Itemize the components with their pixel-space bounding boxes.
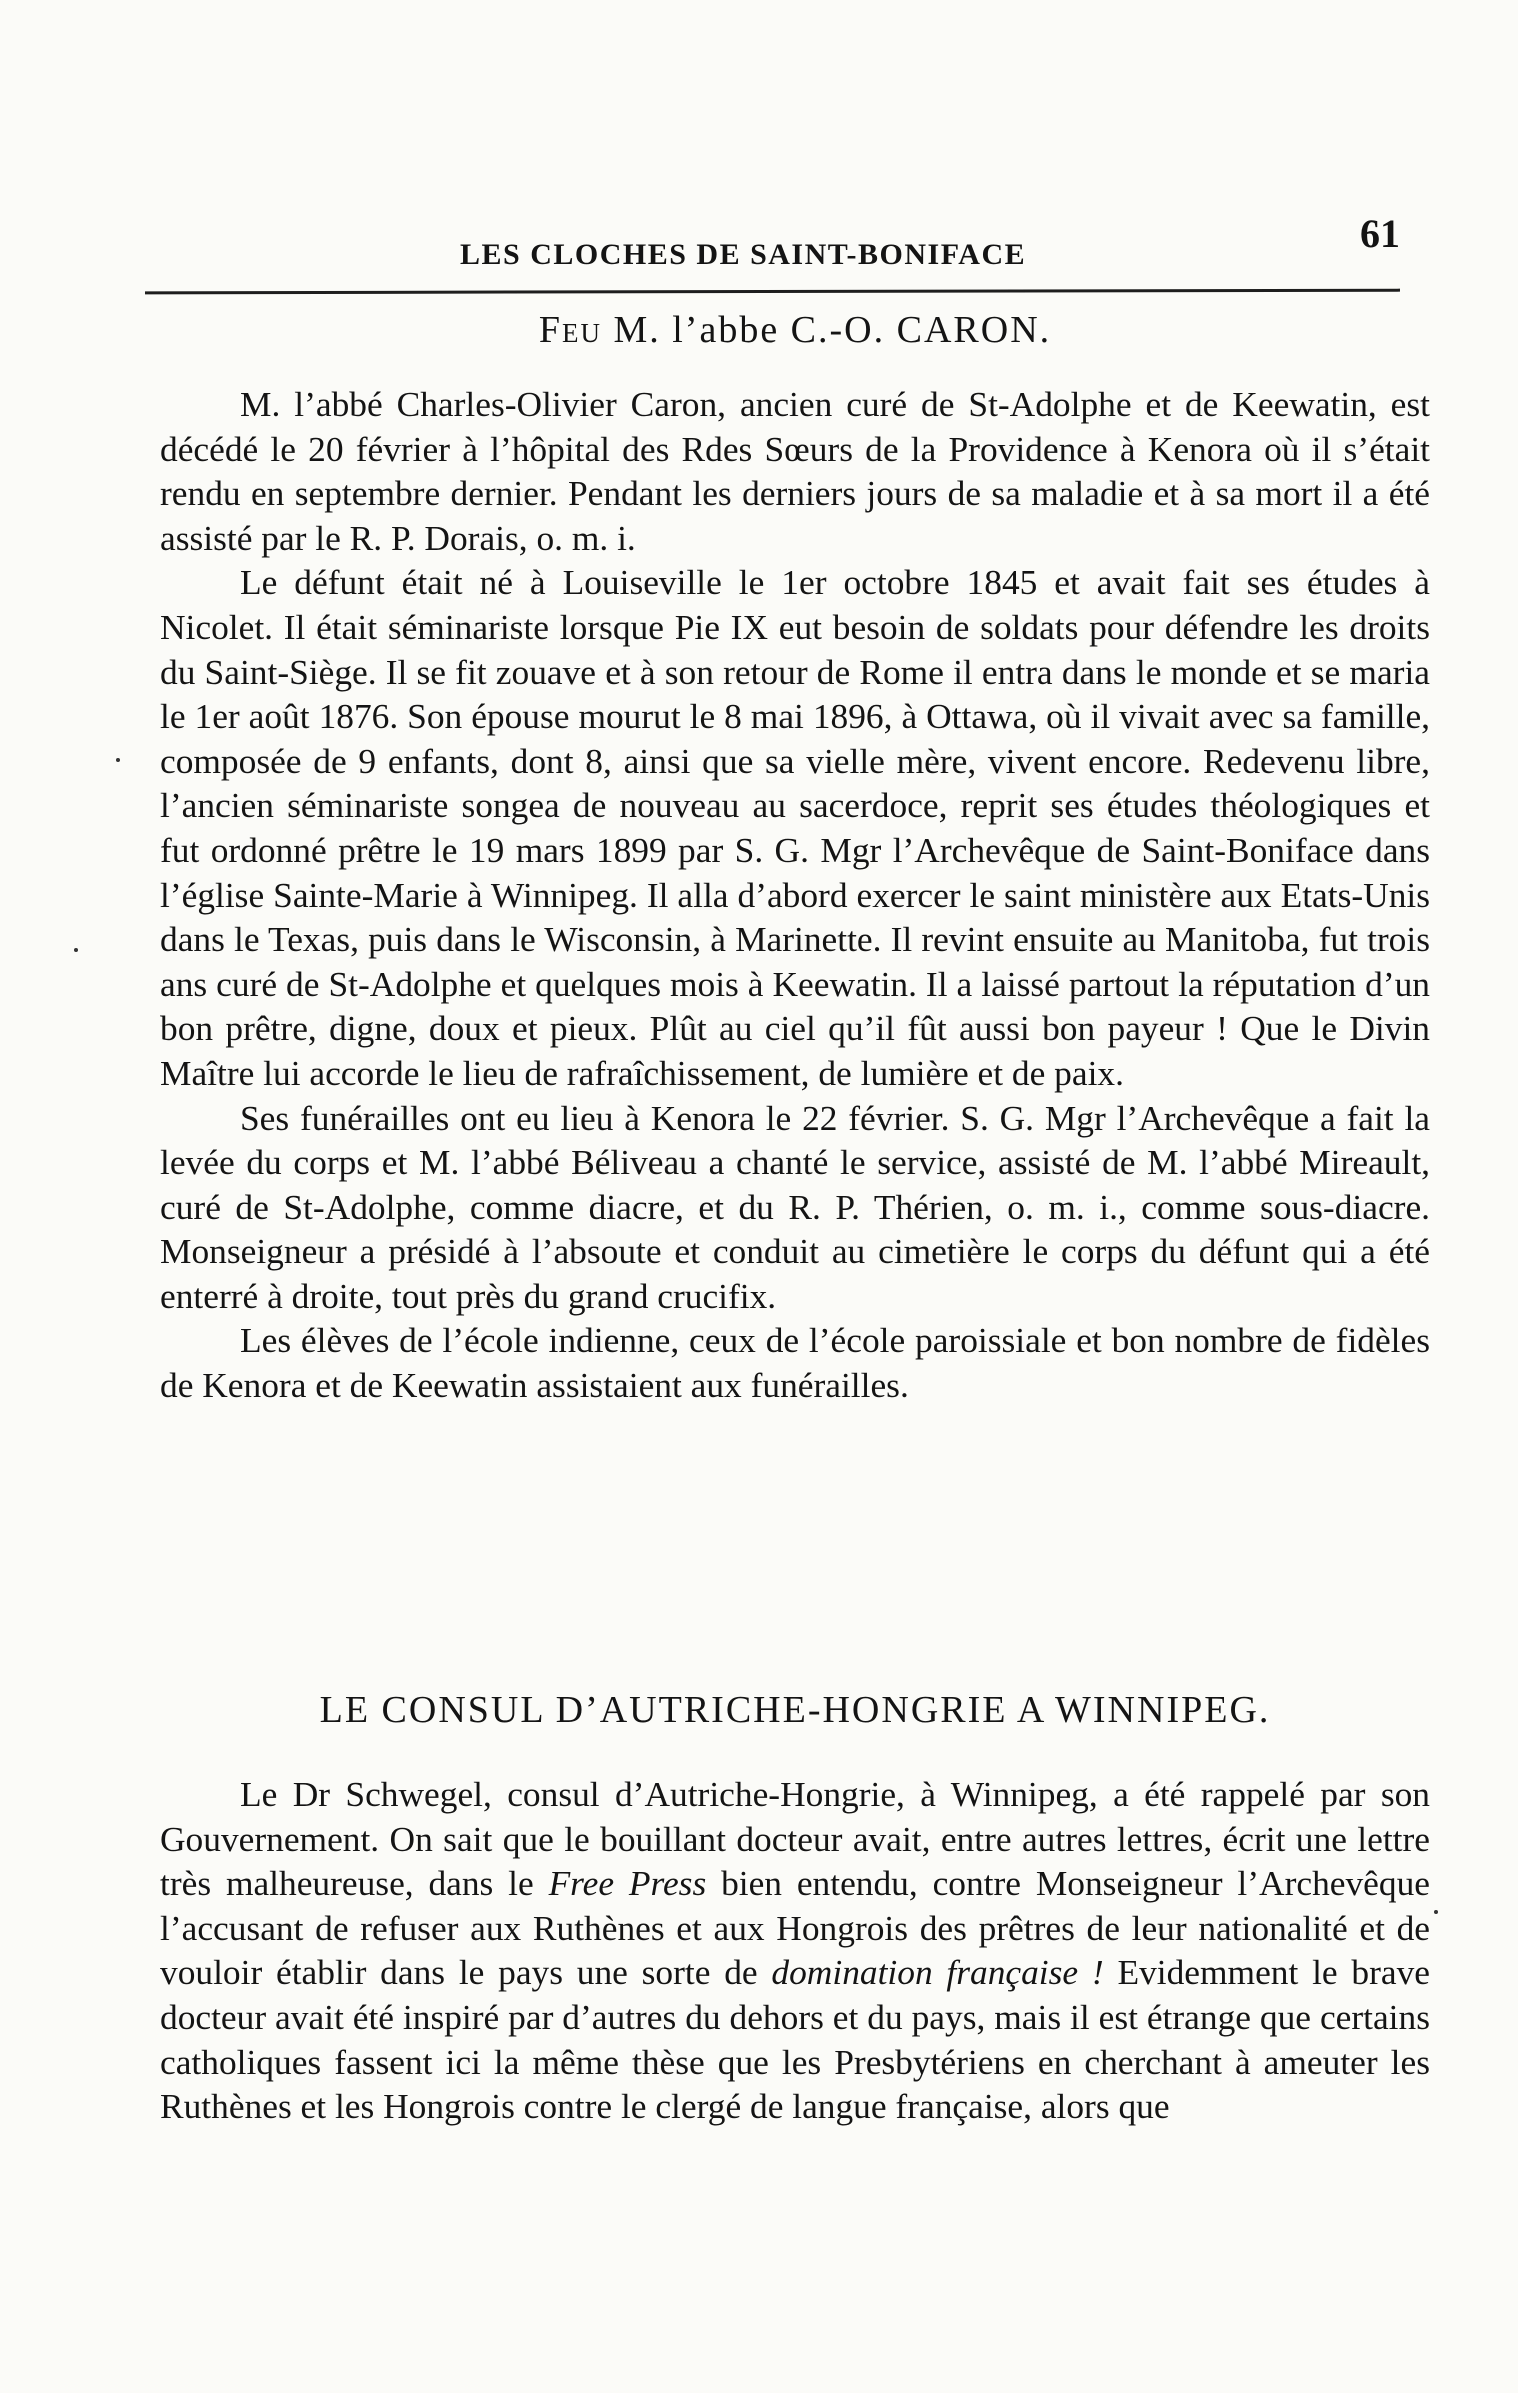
obituary-paragraph: Ses funérailles ont eu lieu à Kenora le 22 février. S. G. Mgr l’Archevêque a fait la levée du corps et M. l’abbé Béliveau a chanté le service, assisté de M. l’abbé Mireault, curé de St-Adolphe, comme diacre, et du R. P. Thérien, o. m. i., comme sous-diacre. Monseigneur a présidé à l’absoute et conduit au cimetière le corps du défunt qui a été enterré à droite, tout près du grand crucifix. bbox=[160, 1097, 1430, 1316]
scan-speck bbox=[74, 948, 78, 952]
running-head bbox=[145, 210, 1400, 290]
free-press-italic: Free Press bbox=[548, 1863, 707, 1904]
consul-text-part: bien entendu, contre Monseigneur l’Archevêque l’accusant de refuser aux Ruthènes et aux Hongrois des prêtres de leur nationalité et de vouloir établir dans le pays une sorte de bbox=[160, 1863, 1430, 1993]
consul-paragraph bbox=[160, 1772, 1430, 2129]
obituary-title-prefix: Feu bbox=[538, 309, 602, 351]
running-title: LES CLOCHES DE SAINT-BONIFACE bbox=[460, 238, 1027, 271]
obituary-title bbox=[160, 308, 1430, 352]
obituary-title-main: M. l’abbe C.-O. CARON. bbox=[613, 309, 1052, 351]
page-number: 61 bbox=[1360, 211, 1400, 256]
domination-italic: domination française ! bbox=[771, 1952, 1104, 1993]
consul-text-part: Evidemment le brave docteur avait été inspiré par d’autres du dehors et du pays, mais il est étrange que certains catholiques fassent ici la même thèse que les Presbytériens en cherchant à ameuter les Ruthènes et les Hongrois contre le clergé de langue française, alors que bbox=[160, 1952, 1430, 2127]
consul-text-part: Le Dr Schwegel, consul d’Autriche-Hongrie, à Winnipeg, a été rappelé par son Gouvernement. On sait que le bouillant docteur avait, entre autres lettres, écrit une lettre très malheureuse, dans le bbox=[160, 1774, 1430, 1904]
consul-title: LE CONSUL D’AUTRICHE-HONGRIE A WINNIPEG. bbox=[319, 1689, 1271, 1731]
obituary-article bbox=[160, 308, 1430, 1408]
scan-speck bbox=[116, 758, 120, 762]
obituary-paragraph: M. l’abbé Charles-Olivier Caron, ancien curé de St-Adolphe et de Keewatin, est décédé le 20 février à l’hôpital des Rdes Sœurs de la Providence à Kenora où il s’était rendu en septembre dernier. Pendant les derniers jours de sa maladie et à sa mort il a été assisté par le R. P. Dorais, o. m. i. bbox=[160, 384, 1430, 558]
obituary-paragraph: Les élèves de l’école indienne, ceux de l’école paroissiale et bon nombre de fidèles de Kenora et de Keewatin assistaient aux funérailles. bbox=[160, 1320, 1430, 1406]
consul-article bbox=[160, 1688, 1430, 2129]
scan-speck bbox=[1434, 1910, 1438, 1914]
obituary-paragraph: Le défunt était né à Louiseville le 1er octobre 1845 et avait fait ses études à Nicolet. Il était séminariste lorsque Pie IX eut besoin de soldats pour défendre les droits du Saint-Siège. Il se fit zouave et à son retour de Rome il entra dans le monde et se maria le 1er août 1876. Son épouse mourut le 8 mai 1896, à Ottawa, où il vivait avec sa famille, composée de 9 enfants, dont 8, ainsi que sa vielle mère, vivent encore. Redevenu libre, l’ancien séminariste songea de nouveau au sacerdoce, reprit ses études théologiques et fut ordonné prêtre le 19 mars 1899 par S. G. Mgr l’Archevêque de Saint-Boniface dans l’église Sainte-Marie à Winnipeg. Il alla d’abord exercer le saint ministère aux Etats-Unis dans le Texas, puis dans le Wisconsin, à Marinette. Il revint ensuite au Manitoba, fut trois ans curé de St-Adolphe et quelques mois à Keewatin. Il a laissé partout la réputation d’un bon prêtre, digne, doux et pieux. Plût au ciel qu’il fût aussi bon payeur ! Que le Divin Maître lui accorde le lieu de rafraîchissement, de lumière et de paix. bbox=[160, 562, 1430, 1093]
